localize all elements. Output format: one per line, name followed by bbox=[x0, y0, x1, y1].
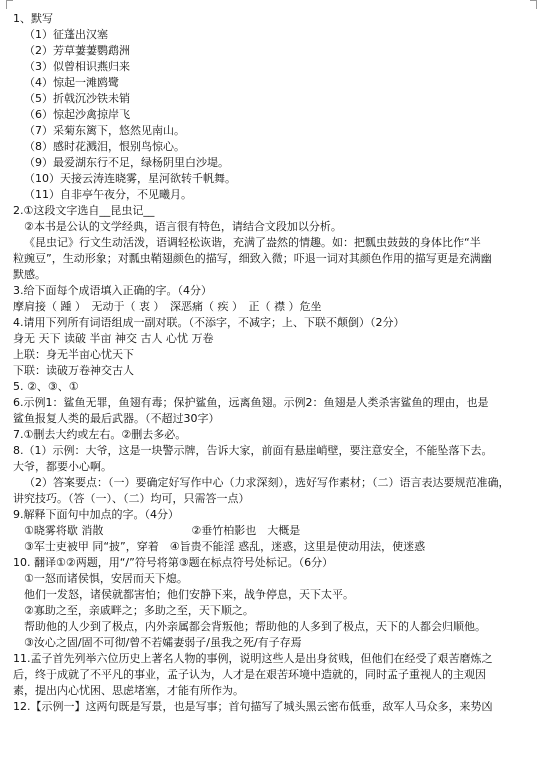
text-line-12: （11）自非亭午夜分，不见曦月。 bbox=[24, 188, 192, 201]
text-line-19: 摩肩接（ 踵 ） 无动于（ 衷 ） 深恶痛（ 疾 ） 正（ 襟 ）危坐 bbox=[13, 300, 322, 313]
text-line-7: （6）惊起沙禽掠岸飞 bbox=[24, 108, 130, 121]
crop-mark-left bbox=[6, 0, 13, 9]
text-line-31: 讲究技巧。（答（一）、（二）均可，只需答一点） bbox=[13, 492, 250, 505]
text-line-35: 10. 翻译①②两题，用“/”符号将第③题在标点符号处标记。（6分） bbox=[13, 556, 334, 569]
text-line-13: 2.①这段文字选自__昆虫记__ bbox=[13, 204, 155, 217]
text-line-1: 1、默写 bbox=[13, 12, 53, 25]
text-line-34: ③军士吏被甲 同“披”，穿着 ④旨贵不能淫 惑乱，迷惑，这里是使动用法，使迷惑 bbox=[24, 540, 426, 553]
text-line-25: 6.示例1：鲨鱼无罪，鱼翅有毒；保护鲨鱼，远离鱼翅。示例2：鱼翅是人类杀害鲨鱼的理由，也是 bbox=[13, 396, 489, 409]
text-line-4: （3）似曾相识燕归来 bbox=[24, 60, 130, 73]
text-line-21: 身无 天下 读破 半亩 神交 古人 心忧 万卷 bbox=[13, 332, 214, 345]
text-line-40: ③汝心之固/固不可彻/曾不若孀妻弱子/虽我之死/有子存焉 bbox=[24, 636, 302, 649]
text-line-6: （5）折戟沉沙铁未销 bbox=[24, 92, 130, 105]
text-line-30: （2）答案要点：（一）要确定好写作中心（力求深刻），选好写作素材；（二）语言表达要规范准确， bbox=[24, 476, 510, 489]
text-line-36: ①一怒而诸侯惧，安居而天下熄。 bbox=[24, 572, 188, 585]
text-line-24: 5. ②、③、① bbox=[13, 380, 79, 393]
text-line-17: 默感。 bbox=[13, 268, 46, 281]
text-line-37: 他们一发怒，诸侯就都害怕；他们安静下来，战争停息，天下太平。 bbox=[24, 588, 354, 601]
text-line-33: ①晓雾将歇 消散 ②垂竹柏影也 大概是 bbox=[24, 524, 301, 537]
text-line-28: 8.（1）示例：大爷，这是一块警示牌，告诉大家，前面有悬崖峭壁，要注意安全，不能坠落下去。 bbox=[13, 444, 493, 457]
text-line-10: （9）最爱湖东行不足，绿杨阴里白沙堤。 bbox=[24, 156, 229, 169]
text-line-5: （4）惊起一滩鸥鹭 bbox=[24, 76, 119, 89]
text-line-9: （8）感时花溅泪，恨别鸟惊心。 bbox=[24, 140, 185, 153]
text-line-41: 11.孟子首先列举六位历史上著名人物的事例，说明这些人是出身贫贱，但他们在经受了艰苦磨炼之 bbox=[13, 652, 493, 665]
text-line-8: （7）采菊东篱下，悠然见南山。 bbox=[24, 124, 185, 137]
text-line-11: （10）天接云涛连晓雾，星河欲转千帆舞。 bbox=[24, 172, 236, 185]
text-line-3: （2）芳草萋萋鹦鹉洲 bbox=[24, 44, 130, 57]
text-line-43: 素，提出内心忧困、思虑堵塞，才能有所作为。 bbox=[13, 684, 244, 697]
text-line-32: 9.解释下面句中加点的字。（4分） bbox=[13, 508, 179, 521]
text-line-20: 4.请用下列所有词语组成一副对联。（不添字，不减字；上、下联不颠倒）（2分） bbox=[13, 316, 405, 329]
text-line-15: 《昆虫记》行文生动活泼，语调轻松诙谐，充满了盎然的情趣。如：把瓢虫鼓鼓的身体比作“半 bbox=[24, 236, 481, 249]
text-line-14: ②本书是公认的文学经典，语言很有特色，请结合文段加以分析。 bbox=[24, 220, 342, 233]
text-line-16: 粒豌豆”，生动形象；对瓢虫鞘翅颜色的描写，细致入微；吓退一词对其颜色作用的描写更是充满幽 bbox=[13, 252, 492, 265]
text-line-42: 后，终于成就了不平凡的事业，孟子认为，人才是在艰苦环境中造就的，同时孟子重视人的主观因 bbox=[13, 668, 486, 681]
text-line-26: 鲨鱼报复人类的最后武器。（不超过30字） bbox=[13, 412, 220, 425]
text-line-27: 7.①删去大约或左右。②删去多必。 bbox=[13, 428, 187, 441]
text-line-39: 帮助他的人少到了极点，内外亲属都会背叛他；帮助他的人多到了极点，天下的人都会归顺他。 bbox=[24, 620, 486, 633]
text-line-2: （1）征蓬出汉塞 bbox=[24, 28, 108, 41]
text-line-29: 大爷，都要小心啊。 bbox=[13, 460, 112, 473]
crop-mark-right bbox=[530, 0, 537, 9]
text-line-44: 12.【示例一】这两句既是写景，也是写事；首句描写了城头黑云密布低垂，敌军人马众多，来势凶 bbox=[13, 700, 493, 713]
text-line-22: 上联：身无半亩心忧天下 bbox=[13, 348, 134, 361]
text-line-23: 下联：读破万卷神交古人 bbox=[13, 364, 134, 377]
text-line-38: ②寡助之至，亲戚畔之；多助之至，天下顺之。 bbox=[24, 604, 254, 617]
text-line-18: 3.给下面每个成语填入正确的字。（4分） bbox=[13, 284, 212, 297]
